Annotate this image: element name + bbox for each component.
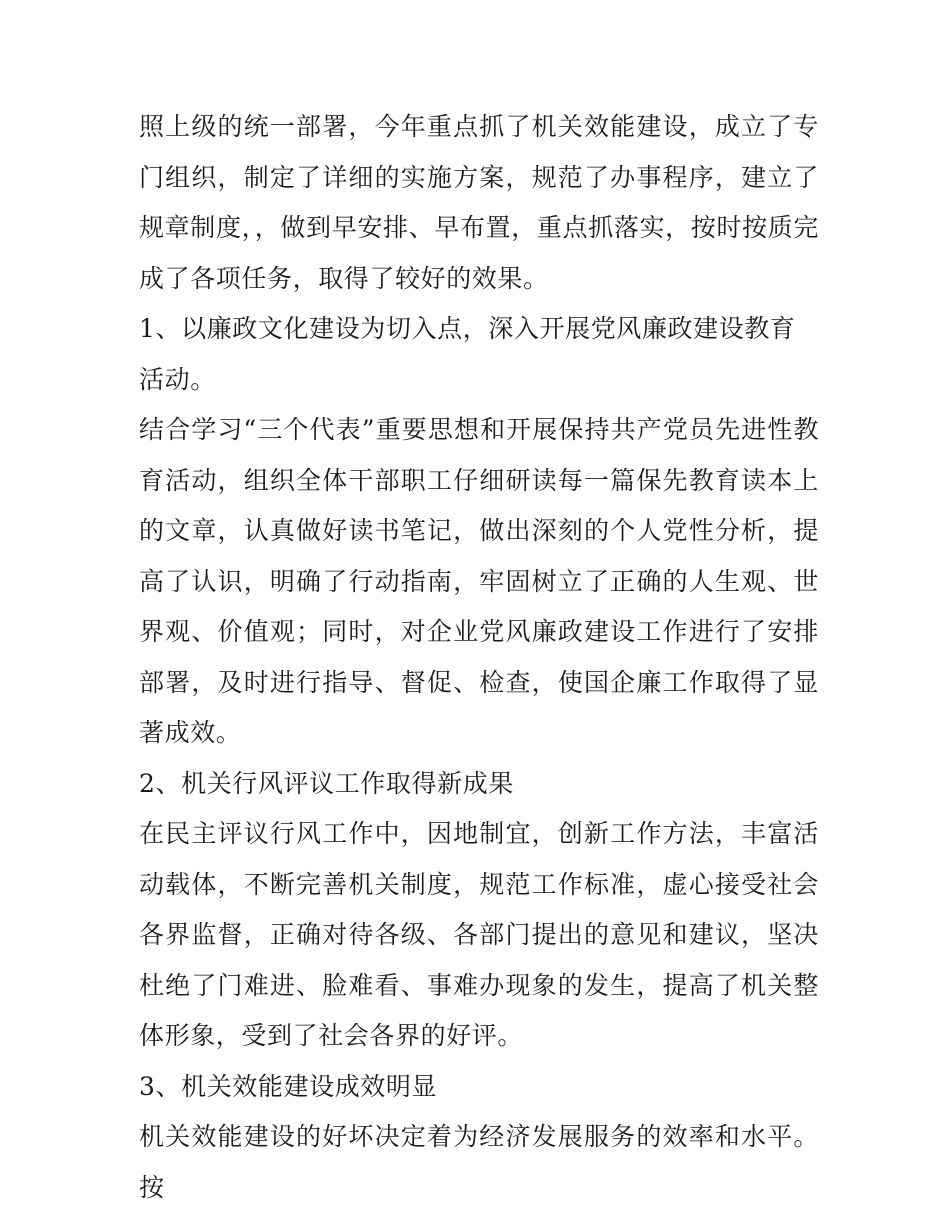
heading-section-3: 3、机关效能建设成效明显 (139, 1071, 438, 1101)
heading-section-2: 2、机关行风评议工作取得新成果 (139, 768, 514, 798)
document-body (139, 102, 819, 1213)
paragraph-section-2: 在民主评议行风工作中，因地制宜，创新工作方法，丰富活动载体，不断完善机关制度，规范工作标准，虚心接受社会各界监督，正确对待各级、各部门提出的意见和建议，坚决杜绝了门难进、脸难看、事难办现象的发生，提高了机关整体形象，受到了社会各界的好评。 (139, 819, 819, 1050)
paragraph-intro: 照上级的统一部署，今年重点抓了机关效能建设，成立了专门组织，制定了详细的实施方案，规范了办事程序，建立了规章制度，，做到早安排、早布置，重点抓落实，按时按质完成了各项任务，取得了较好的效果。 (139, 112, 819, 293)
paragraph-section-3: 机关效能建设的好坏决定着为经济发展服务的效率和水平。按 (139, 1122, 819, 1202)
heading-section-1: 1、以廉政文化建设为切入点，深入开展党风廉政建设教育活动。 (139, 314, 796, 394)
paragraph-section-1: 结合学习“三个代表”重要思想和开展保持共产党员先进性教育活动，组织全体干部职工仔细研读每一篇保先教育读本上的文章，认真做好读书笔记，做出深刻的个人党性分析，提高了认识，明确了行动指南，牢固树立了正确的人生观、世界观、价值观；同时，对企业党风廉政建设工作进行了安排部署，及时进行指导、督促、检查，使国企廉工作取得了显著成效。 (139, 415, 819, 747)
